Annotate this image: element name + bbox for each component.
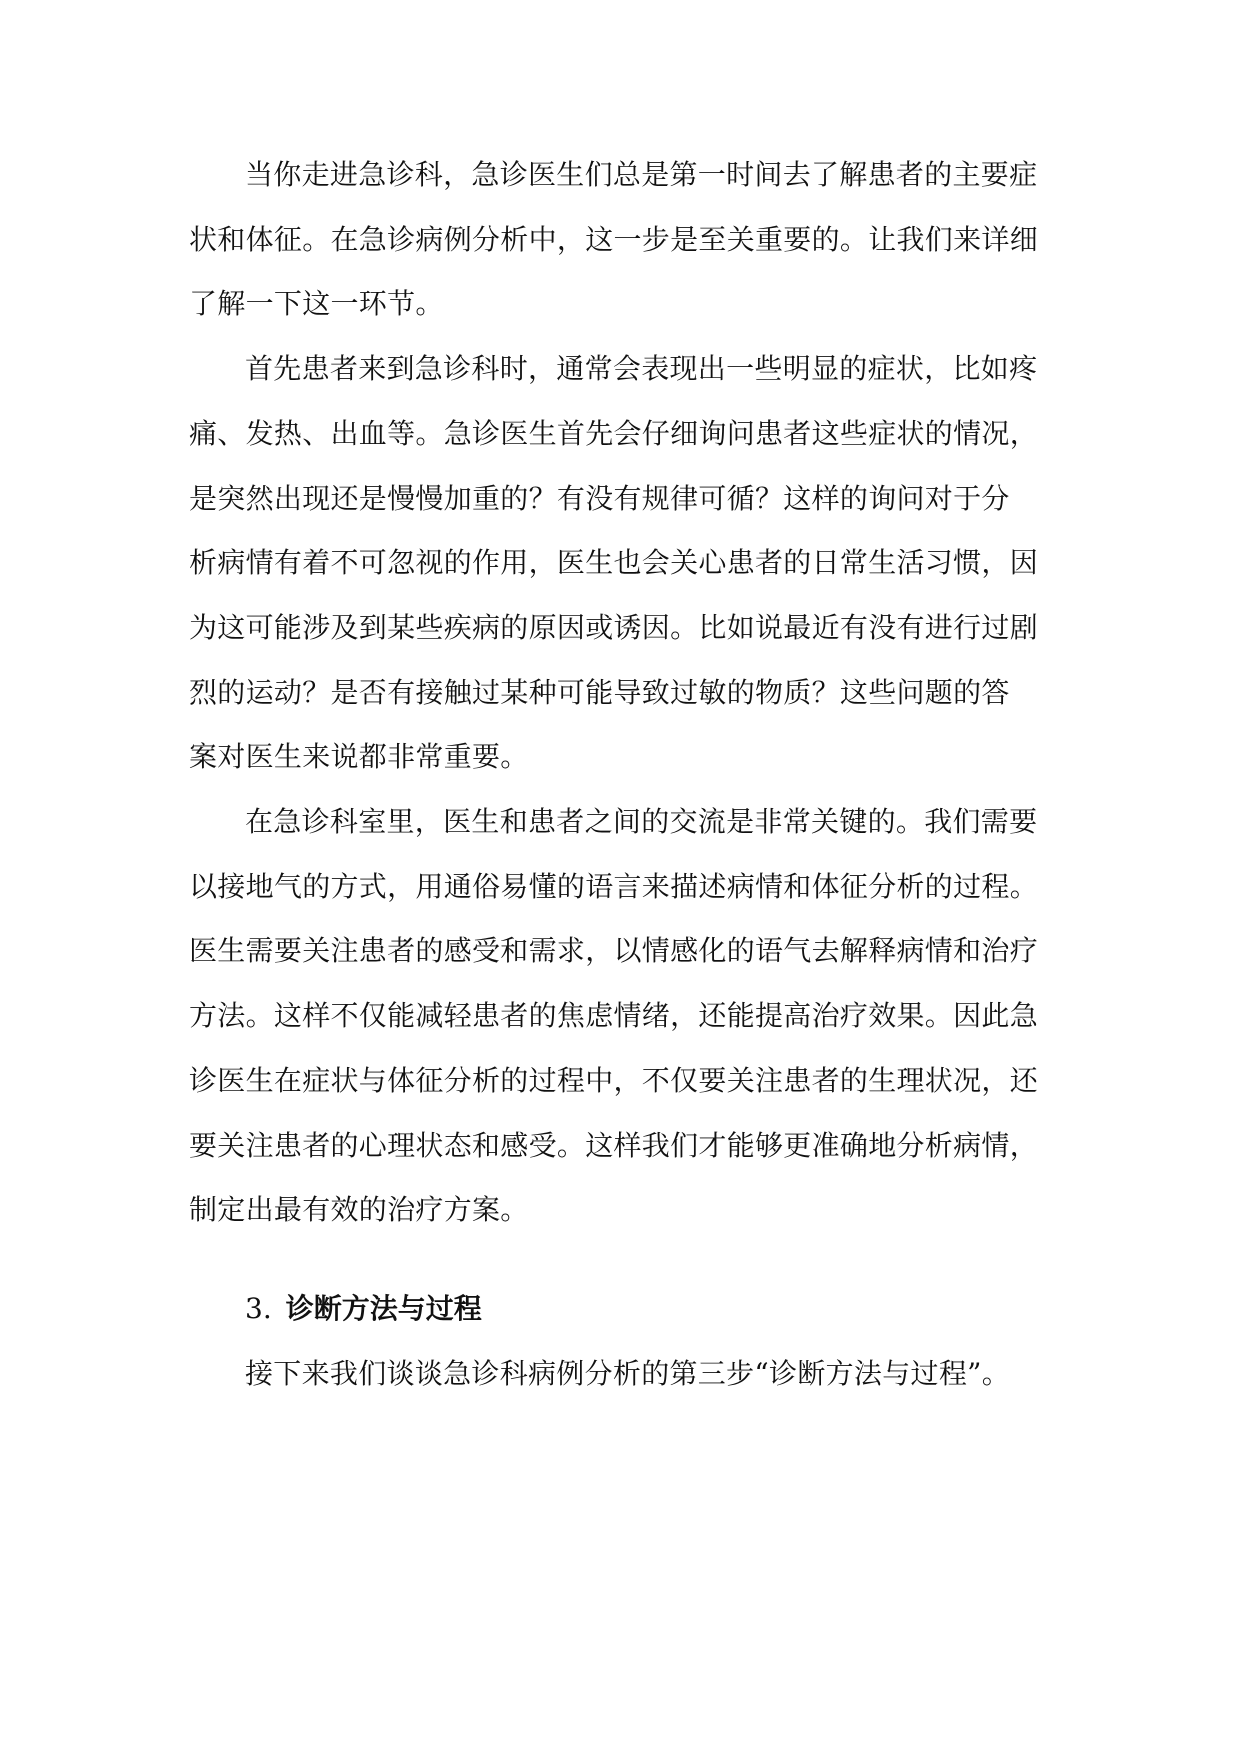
text-line: 在急诊科室里，医生和患者之间的交流是非常关键的。我们需要 xyxy=(245,805,1038,839)
text-line: 要关注患者的心理状态和感受。这样我们才能够更准确地分析病情， xyxy=(189,1128,1039,1162)
text-line: 制定出最有效的治疗方案。 xyxy=(189,1193,529,1227)
text-line: 烈的运动？是否有接触过某种可能导致过敏的物质？这些问题的答 xyxy=(189,675,1010,709)
document-body xyxy=(189,143,1059,1406)
text-line: 首先患者来到急诊科时，通常会表现出一些明显的症状，比如疼 xyxy=(245,352,1038,386)
paragraph-diagnosis-intro xyxy=(189,1342,1059,1407)
text-line: 是突然出现还是慢慢加重的？有没有规律可循？这样的询问对于分 xyxy=(189,481,1010,515)
text-line: 状和体征。在急诊病例分析中，这一步是至关重要的。让我们来详细 xyxy=(189,222,1039,256)
section-number: 3. xyxy=(245,1291,272,1325)
paragraph-symptoms-intro xyxy=(189,143,1059,337)
text-line: 当你走进急诊科，急诊医生们总是第一时间去了解患者的主要症 xyxy=(245,158,1038,191)
section-title: 诊断方法与过程 xyxy=(285,1291,482,1325)
text-line: 医生需要关注患者的感受和需求，以情感化的语气去解释病情和治疗 xyxy=(189,934,1039,968)
text-line: 了解一下这一环节。 xyxy=(189,287,444,321)
text-line: 析病情有着不可忽视的作用，医生也会关心患者的日常生活习惯，因 xyxy=(189,546,1039,580)
section-heading xyxy=(189,1277,1059,1342)
paragraph-communication xyxy=(189,790,1059,1243)
text-line: 为这可能涉及到某些疾病的原因或诱因。比如说最近有没有进行过剧 xyxy=(189,610,1039,644)
paragraph-symptoms-inquiry xyxy=(189,337,1059,790)
text-line: 案对医生来说都非常重要。 xyxy=(189,740,529,774)
text-line: 方法。这样不仅能减轻患者的焦虑情绪，还能提高治疗效果。因此急 xyxy=(189,999,1039,1033)
text-line: 诊医生在症状与体征分析的过程中，不仅要关注患者的生理状况，还 xyxy=(189,1063,1039,1097)
text-line: 接下来我们谈谈急诊科病例分析的第三步“诊断方法与过程”。 xyxy=(245,1356,1011,1390)
text-line: 痛、发热、出血等。急诊医生首先会仔细询问患者这些症状的情况， xyxy=(189,416,1039,450)
text-line: 以接地气的方式，用通俗易懂的语言来描述病情和体征分析的过程。 xyxy=(189,869,1039,903)
